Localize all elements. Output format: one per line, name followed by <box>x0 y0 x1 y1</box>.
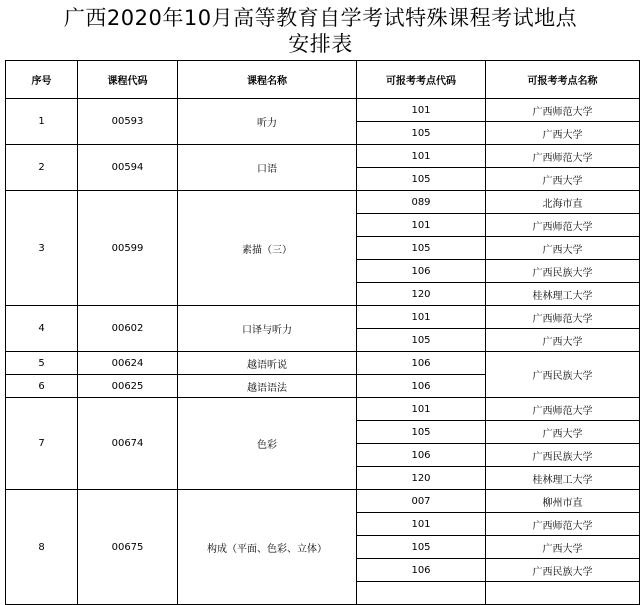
site-name: 广西大学 <box>486 329 640 352</box>
site-name: 广西师范大学 <box>486 99 640 122</box>
site-code: 106 <box>357 260 486 283</box>
site-code: 105 <box>357 421 486 444</box>
site-code: 120 <box>357 467 486 490</box>
course-name: 越语语法 <box>178 375 357 398</box>
row-no: 5 <box>6 352 78 375</box>
site-code: 106 <box>357 559 486 582</box>
site-code: 105 <box>357 329 486 352</box>
site-code: 106 <box>357 352 486 375</box>
table-row <box>6 490 640 513</box>
header-row <box>6 61 640 99</box>
course-code: 00624 <box>78 352 178 375</box>
course-name: 越语听说 <box>178 352 357 375</box>
table-row <box>6 398 640 421</box>
site-code: 106 <box>357 375 486 398</box>
site-code: 101 <box>357 99 486 122</box>
course-code: 00602 <box>78 306 178 352</box>
site-code: 105 <box>357 237 486 260</box>
page-subtitle: 安排表 <box>288 32 353 56</box>
header-course-code: 课程代码 <box>78 61 178 99</box>
course-code: 00594 <box>78 145 178 191</box>
header-site-code: 可报考考点代码 <box>357 61 486 99</box>
row-no: 1 <box>6 99 78 145</box>
exam-schedule-table <box>5 60 640 605</box>
row-no: 6 <box>6 375 78 398</box>
row-no: 8 <box>6 490 78 605</box>
site-name: 广西大学 <box>486 536 640 559</box>
site-code: 101 <box>357 398 486 421</box>
site-name: 广西师范大学 <box>486 214 640 237</box>
table-row <box>6 191 640 214</box>
site-code: 120 <box>357 283 486 306</box>
table-row <box>6 352 640 375</box>
course-name: 构成（平面、色彩、立体） <box>178 490 357 605</box>
site-code: 106 <box>357 444 486 467</box>
site-name: 广西民族大学 <box>486 559 640 582</box>
site-name: 广西大学 <box>486 237 640 260</box>
site-name: 桂林理工大学 <box>486 283 640 306</box>
site-code: 101 <box>357 214 486 237</box>
row-no: 3 <box>6 191 78 306</box>
course-name: 素描（三） <box>178 191 357 306</box>
table-row <box>6 99 640 122</box>
site-name: 广西民族大学 <box>486 352 640 398</box>
site-name: 柳州市直 <box>486 490 640 513</box>
row-no: 4 <box>6 306 78 352</box>
site-name: 广西师范大学 <box>486 398 640 421</box>
row-no: 2 <box>6 145 78 191</box>
course-code: 00593 <box>78 99 178 145</box>
site-name: 广西师范大学 <box>486 513 640 536</box>
site-code: 105 <box>357 168 486 191</box>
course-name: 听力 <box>178 99 357 145</box>
site-code: 007 <box>357 490 486 513</box>
site-name: 广西大学 <box>486 421 640 444</box>
site-code <box>357 582 486 605</box>
course-code: 00674 <box>78 398 178 490</box>
table-row <box>6 145 640 168</box>
course-code: 00599 <box>78 191 178 306</box>
row-no: 7 <box>6 398 78 490</box>
header-course-name: 课程名称 <box>178 61 357 99</box>
header-site-name: 可报考考点名称 <box>486 61 640 99</box>
site-name: 北海市直 <box>486 191 640 214</box>
site-name: 广西师范大学 <box>486 145 640 168</box>
page-title: 广西2020年10月高等教育自学考试特殊课程考试地点 <box>63 6 578 30</box>
site-code: 089 <box>357 191 486 214</box>
course-name: 色彩 <box>178 398 357 490</box>
site-code: 101 <box>357 513 486 536</box>
course-code: 00625 <box>78 375 178 398</box>
site-name: 广西大学 <box>486 122 640 145</box>
site-name: 广西师范大学 <box>486 306 640 329</box>
site-code: 105 <box>357 122 486 145</box>
site-name: 广西民族大学 <box>486 444 640 467</box>
site-name: 广西大学 <box>486 168 640 191</box>
course-code: 00675 <box>78 490 178 605</box>
site-name: 桂林理工大学 <box>486 467 640 490</box>
site-code: 105 <box>357 536 486 559</box>
course-name: 口语 <box>178 145 357 191</box>
site-name: 广西民族大学 <box>486 260 640 283</box>
site-code: 101 <box>357 145 486 168</box>
site-code: 101 <box>357 306 486 329</box>
header-no: 序号 <box>6 61 78 99</box>
site-name <box>486 582 640 605</box>
course-name: 口译与听力 <box>178 306 357 352</box>
table-row <box>6 306 640 329</box>
